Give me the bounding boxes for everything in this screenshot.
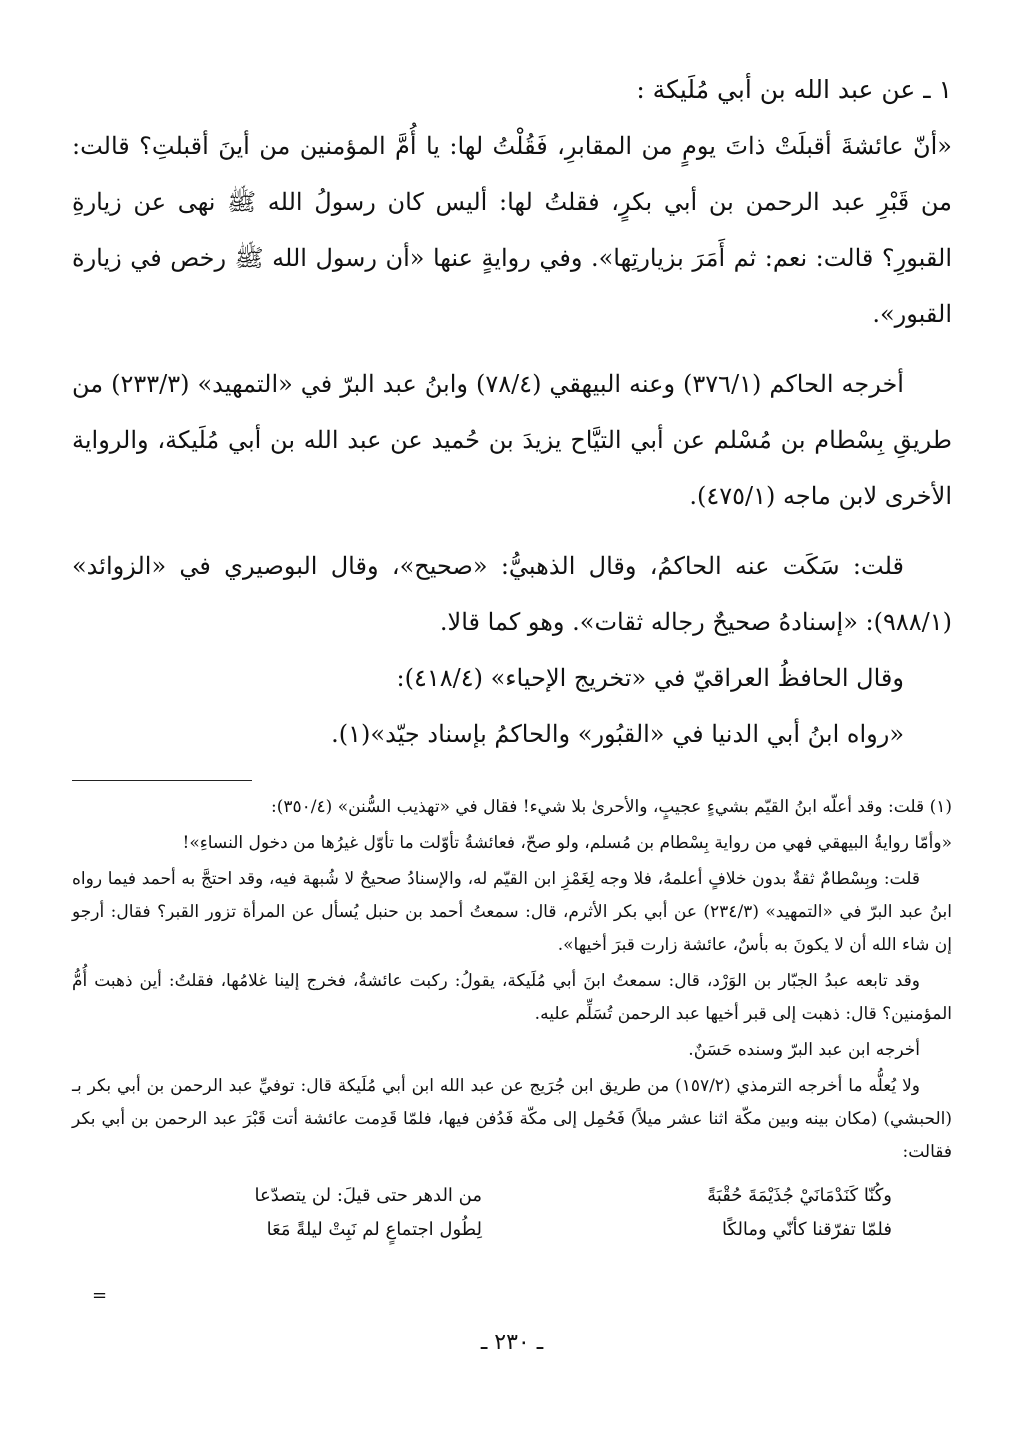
grading-paragraph: قلت: سَكَت عنه الحاكمُ، وقال الذهبيُّ: «صحيح»، وقال البوصيري في «الزوائد» (٩٨٨/١): «إسنادهُ صحيحٌ رجاله ثقات». وهو كما قالا. (72, 552, 952, 636)
footnote-paragraph: «وأمّا روايةُ البيهقي فهي من رواية بِسْطام بن مُسلم، ولو صحّ، فعائشةُ تأوّلت ما تأوّل غيرُها من دخول النساءِ»! (182, 833, 952, 853)
hadith-text: «أنّ عائشةَ أقبلَتْ ذاتَ يومٍ من المقابرِ، فَقُلْتُ لها: يا أُمَّ المؤمنين من أينَ أقبلتِ؟ قالت: من قَبْرِ عبد الرحمن بن أبي بكرٍ، فقلتُ لها: أليس كان رسولُ الله ﷺ نهى عن زيارةِ القبورِ؟ قالت: نعم: ثم أَمَرَ بزيارتِها». وفي روايةٍ عنها «أن رسول الله ﷺ رخص في زيارة القبور». (72, 132, 952, 328)
verse-hemistich: وكُنّا كَنَدْمَانَيْ جُذَيْمَةَ حُقْبَةً (707, 1185, 892, 1206)
footnote-paragraph: (١) قلت: وقد أعلّه ابنُ القيّم بشيءٍ عجيبٍ، والأحرىٰ بلا شيء! فقال في «تهذيب السُّنن» (٣٥٠/٤): (271, 797, 952, 817)
footnote-paragraph: قلت: وبِسْطامٌ ثقةٌ بدون خلافٍ أعلمهُ، فلا وجه لِغَمْزِ ابن القيّم له، والإسنادُ صحيحٌ لا شُبهة فيه، وقد احتجَّ به أحمد فيما رواه ابنُ عبد البرّ في «التمهيد» (٢٣٤/٣) عن أبي بكر الأثرم، قال: سمعتُ أحمد بن حنبل يُسأل عن المرأة تزور القبر؟ فقال: أرجو إن شاء الله أن لا يكونَ به بأسٌ، عائشة زارت قبرَ أخيها». (72, 869, 952, 955)
iraqi-quote: «رواه ابنُ أبي الدنيا في «القبُور» والحاكمُ بإسناد جيّد»(١). (331, 720, 904, 748)
page (72, 70, 952, 1247)
footnote-divider (72, 780, 252, 781)
footnote-paragraph: وقد تابعه عبدُ الجبّار بن الوَرْد، قال: سمعتُ ابنَ أبي مُلَيكة، يقولُ: ركبت عائشةُ، فخرج إلينا غلامُها، فقلتُ: أين ذهبت أُمُّ المؤمنين؟ قال: ذهبت إلى قبر أخيها عبد الرحمن تُسَلِّم عليه. (72, 971, 952, 1024)
verse-hemistich: من الدهر حتى قيلَ: لن يتصدّعا (254, 1185, 482, 1206)
takhrij-paragraph: أخرجه الحاكم (٣٧٦/١) وعنه البيهقي (٧٨/٤) وابنُ عبد البرّ في «التمهيد» (٢٣٣/٣) من طريقِ بِسْطام بن مُسْلم عن أبي التيَّاح يزيدَ بن حُميد عن عبد الله بن أبي مُلَيكة، والرواية الأخرى لابن ماجه (٤٧٥/١). (72, 370, 952, 510)
iraqi-quote-intro: وقال الحافظُ العراقيّ في «تخريج الإحياء» (٤١٨/٤): (396, 664, 904, 692)
continuation-mark: = (92, 1285, 108, 1306)
verse-hemistich: لِطُول اجتماعٍ لم نَبِتْ ليلةً مَعَا (266, 1219, 482, 1240)
hadith-heading: ١ ـ عن عبد الله بن أبي مُلَيكة : (636, 75, 952, 104)
page-number: ـ ٢٣٠ ـ (480, 1330, 544, 1355)
footnote-paragraph: أخرجه ابن عبد البرّ وسنده حَسَنٌ. (688, 1040, 920, 1060)
footnotes (72, 791, 952, 1169)
poetry-verses (132, 1179, 892, 1247)
verse-hemistich: فلمّا تفرّقنا كأنّي ومالكًا (722, 1219, 892, 1240)
main-text (72, 118, 952, 762)
footnote-paragraph: ولا يُعلُّه ما أخرجه الترمذي (١٥٧/٢) من طريق ابن جُرَيج عن عبد الله ابن أبي مُلَيكة قال: توفيِّ عبد الرحمن بن أبي بكر بـ (الحبشي) (مكان بينه وبين مكّة اثنا عشر ميلاً) فَحُمِل إلى مكّة فَدُفن فيها، فلمّا قَدِمت عائشة أتت قَبْرَ عبد الرحمن بن أبي بكر فقالت: (72, 1076, 952, 1162)
